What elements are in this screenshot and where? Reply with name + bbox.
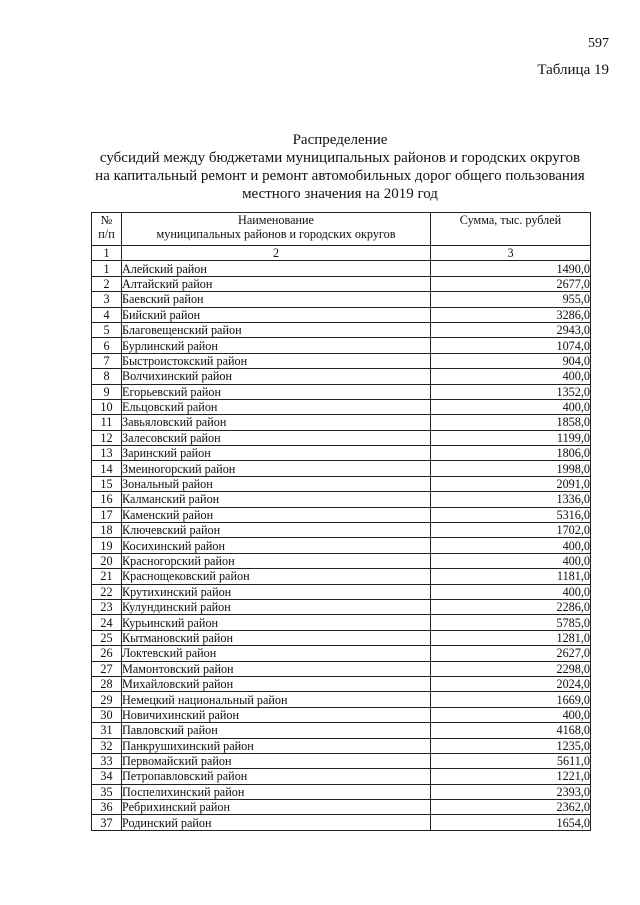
- table-row: [92, 338, 591, 353]
- subsidy-amount: 400,0: [431, 584, 591, 599]
- header-number-line-2: п/п: [98, 227, 115, 241]
- subsidy-amount: 1199,0: [431, 430, 591, 445]
- table-row: [92, 692, 591, 707]
- subsidy-amount: 1669,0: [431, 692, 591, 707]
- subsidy-amount: 1654,0: [431, 815, 591, 830]
- district-name: Заринский район: [122, 446, 431, 461]
- subsidy-amount: 904,0: [431, 353, 591, 368]
- row-number: 33: [92, 753, 122, 768]
- district-name: Косихинский район: [122, 538, 431, 553]
- column-index-1: 1: [92, 246, 122, 261]
- table-row: [92, 492, 591, 507]
- row-number: 2: [92, 276, 122, 291]
- district-name: Алейский район: [122, 261, 431, 276]
- district-name: Ключевский район: [122, 523, 431, 538]
- table-row: [92, 800, 591, 815]
- table-row: [92, 399, 591, 414]
- title-line-1: Распределение: [292, 132, 388, 148]
- row-number: 21: [92, 569, 122, 584]
- subsidy-amount: 1998,0: [431, 461, 591, 476]
- subsidy-amount: 1074,0: [431, 338, 591, 353]
- table-row: [92, 507, 591, 522]
- table-row: [92, 307, 591, 322]
- subsidy-amount: 1352,0: [431, 384, 591, 399]
- row-number: 25: [92, 630, 122, 645]
- district-name: Бийский район: [122, 307, 431, 322]
- row-number: 9: [92, 384, 122, 399]
- table-body: [92, 261, 591, 830]
- table-row: [92, 707, 591, 722]
- district-name: Панкрушихинский район: [122, 738, 431, 753]
- subsidy-amount: 1181,0: [431, 569, 591, 584]
- subsidy-amount: 2943,0: [431, 322, 591, 337]
- subsidy-amount: 2393,0: [431, 784, 591, 799]
- header-row: [92, 213, 591, 246]
- row-number: 20: [92, 553, 122, 568]
- table-label: Таблица 19: [537, 62, 609, 78]
- row-number: 13: [92, 446, 122, 461]
- table-row: [92, 646, 591, 661]
- table-row: [92, 446, 591, 461]
- table-row: [92, 292, 591, 307]
- row-number: 35: [92, 784, 122, 799]
- district-name: Михайловский район: [122, 676, 431, 691]
- table-row: [92, 769, 591, 784]
- district-name: Ребрихинский район: [122, 800, 431, 815]
- row-number: 24: [92, 615, 122, 630]
- row-number: 5: [92, 322, 122, 337]
- district-name: Бурлинский район: [122, 338, 431, 353]
- table-row: [92, 430, 591, 445]
- row-number: 19: [92, 538, 122, 553]
- row-number: 3: [92, 292, 122, 307]
- subsidy-amount: 2677,0: [431, 276, 591, 291]
- row-number: 16: [92, 492, 122, 507]
- row-number: 23: [92, 599, 122, 614]
- district-name: Быстроистокский район: [122, 353, 431, 368]
- table-row: [92, 369, 591, 384]
- row-number: 11: [92, 415, 122, 430]
- subsidy-amount: 1235,0: [431, 738, 591, 753]
- table-row: [92, 753, 591, 768]
- district-name: Краснощековский район: [122, 569, 431, 584]
- table-row: [92, 353, 591, 368]
- row-number: 12: [92, 430, 122, 445]
- table-row: [92, 322, 591, 337]
- row-number: 18: [92, 523, 122, 538]
- row-number: 36: [92, 800, 122, 815]
- row-number: 29: [92, 692, 122, 707]
- district-name: Ельцовский район: [122, 399, 431, 414]
- title-line-4: местного значения на 2019 год: [242, 186, 438, 202]
- subsidy-amount: 2362,0: [431, 800, 591, 815]
- table-row: [92, 276, 591, 291]
- subsidy-amount: 1221,0: [431, 769, 591, 784]
- district-name: Кулундинский район: [122, 599, 431, 614]
- table-row: [92, 415, 591, 430]
- district-name: Каменский район: [122, 507, 431, 522]
- district-name: Курьинский район: [122, 615, 431, 630]
- header-name-line-1: Наименование: [238, 213, 314, 227]
- subsidy-amount: 2627,0: [431, 646, 591, 661]
- table-row: [92, 553, 591, 568]
- table-row: [92, 661, 591, 676]
- district-name: Павловский район: [122, 723, 431, 738]
- row-number: 15: [92, 476, 122, 491]
- district-name: Баевский район: [122, 292, 431, 307]
- subsidy-amount: 400,0: [431, 707, 591, 722]
- row-number: 34: [92, 769, 122, 784]
- district-name: Алтайский район: [122, 276, 431, 291]
- district-name: Завьяловский район: [122, 415, 431, 430]
- row-number: 28: [92, 676, 122, 691]
- subsidy-amount: 1806,0: [431, 446, 591, 461]
- subsidy-amount: 955,0: [431, 292, 591, 307]
- district-name: Волчихинский район: [122, 369, 431, 384]
- title-line-3: на капитальный ремонт и ремонт автомобильных дорог общего пользования: [95, 168, 585, 184]
- district-name: Родинский район: [122, 815, 431, 830]
- subsidy-amount: 5611,0: [431, 753, 591, 768]
- subsidy-amount: 1336,0: [431, 492, 591, 507]
- table-row: [92, 538, 591, 553]
- subsidy-amount: 4168,0: [431, 723, 591, 738]
- page-number: 597: [588, 36, 609, 51]
- table-row: [92, 676, 591, 691]
- row-number: 27: [92, 661, 122, 676]
- table-row: [92, 476, 591, 491]
- district-name: Калманский район: [122, 492, 431, 507]
- column-index-row: [92, 246, 591, 261]
- table-row: [92, 523, 591, 538]
- subsidy-amount: 3286,0: [431, 307, 591, 322]
- row-number: 6: [92, 338, 122, 353]
- district-name: Локтевский район: [122, 646, 431, 661]
- district-name: Егорьевский район: [122, 384, 431, 399]
- row-number: 30: [92, 707, 122, 722]
- column-index-2: 2: [122, 246, 431, 261]
- table-row: [92, 584, 591, 599]
- row-number: 7: [92, 353, 122, 368]
- district-name: Благовещенский район: [122, 322, 431, 337]
- table-row: [92, 738, 591, 753]
- subsidy-amount: 400,0: [431, 553, 591, 568]
- row-number: 17: [92, 507, 122, 522]
- subsidy-amount: 1490,0: [431, 261, 591, 276]
- district-name: Первомайский район: [122, 753, 431, 768]
- table-row: [92, 384, 591, 399]
- district-name: Красногорский район: [122, 553, 431, 568]
- row-number: 4: [92, 307, 122, 322]
- subsidy-amount: 5316,0: [431, 507, 591, 522]
- column-index-3: 3: [431, 246, 591, 261]
- row-number: 10: [92, 399, 122, 414]
- header-number: [92, 213, 122, 246]
- subsidy-amount: 400,0: [431, 399, 591, 414]
- header-number-line-1: №: [100, 213, 113, 227]
- subsidy-amount: 400,0: [431, 538, 591, 553]
- table-row: [92, 815, 591, 830]
- subsidy-amount: 5785,0: [431, 615, 591, 630]
- row-number: 32: [92, 738, 122, 753]
- title-line-2: субсидий между бюджетами муниципальных районов и городских округов: [99, 150, 581, 166]
- table-row: [92, 723, 591, 738]
- header-name-line-2: муниципальных районов и городских округов: [156, 227, 396, 241]
- subsidy-amount: 400,0: [431, 369, 591, 384]
- header-name: [122, 213, 431, 246]
- subsidy-amount: 2298,0: [431, 661, 591, 676]
- district-name: Мамонтовский район: [122, 661, 431, 676]
- subsidy-amount: 1702,0: [431, 523, 591, 538]
- row-number: 22: [92, 584, 122, 599]
- row-number: 14: [92, 461, 122, 476]
- district-name: Зональный район: [122, 476, 431, 491]
- district-name: Змеиногорский район: [122, 461, 431, 476]
- document-title: [90, 131, 590, 203]
- district-name: Залесовский район: [122, 430, 431, 445]
- table-row: [92, 569, 591, 584]
- subsidy-amount: 1858,0: [431, 415, 591, 430]
- row-number: 31: [92, 723, 122, 738]
- district-name: Крутихинский район: [122, 584, 431, 599]
- district-name: Немецкий национальный район: [122, 692, 431, 707]
- table-row: [92, 599, 591, 614]
- row-number: 1: [92, 261, 122, 276]
- district-name: Поспелихинский район: [122, 784, 431, 799]
- district-name: Петропавловский район: [122, 769, 431, 784]
- district-name: Кытмановский район: [122, 630, 431, 645]
- table-row: [92, 461, 591, 476]
- subsidy-amount: 2024,0: [431, 676, 591, 691]
- row-number: 37: [92, 815, 122, 830]
- row-number: 8: [92, 369, 122, 384]
- subsidy-amount: 2091,0: [431, 476, 591, 491]
- row-number: 26: [92, 646, 122, 661]
- table-row: [92, 784, 591, 799]
- table-row: [92, 261, 591, 276]
- subsidy-table: [91, 212, 591, 831]
- subsidy-amount: 1281,0: [431, 630, 591, 645]
- district-name: Новичихинский район: [122, 707, 431, 722]
- table-row: [92, 615, 591, 630]
- table-row: [92, 630, 591, 645]
- header-sum: [431, 213, 591, 246]
- subsidy-amount: 2286,0: [431, 599, 591, 614]
- header-sum-label: Сумма, тыс. рублей: [459, 213, 562, 227]
